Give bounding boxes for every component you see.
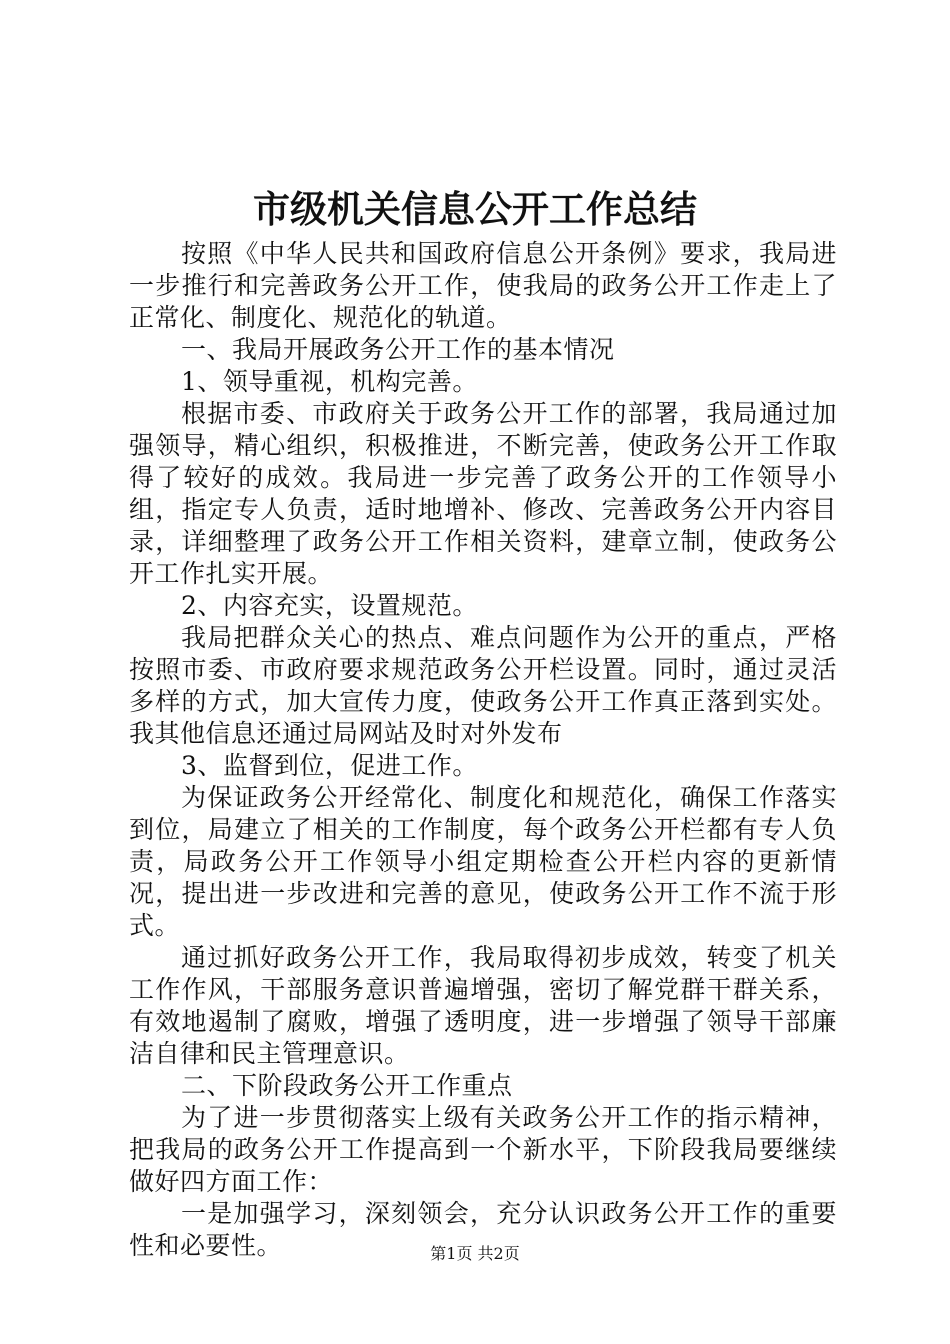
section-heading-2: 二、下阶段政务公开工作重点 [181,1071,513,1100]
section-heading-1: 一、我局开展政务公开工作的基本情况 [181,335,615,364]
subheading-1: 1、领导重视，机构完善。 [181,367,478,396]
paragraph-supervision: 为保证政务公开经常化、制度化和规范化，确保工作落实到位，局建立了相关的工作制度，每个政务公开栏都有专人负责，局政务公开工作领导小组定期检查公开栏内容的更新情况，提出进一步改进和完善的意见，使政务公开工作不流于形式。 [129,783,837,940]
paragraph-next-steps: 为了进一步贯彻落实上级有关政务公开工作的指示精神，把我局的政务公开工作提高到一个新水平，下阶段我局要继续做好四方面工作： [129,1103,837,1196]
subheading-2: 2、内容充实，设置规范。 [181,591,478,620]
document-body [129,238,837,1262]
document-title: 市级机关信息公开工作总结 [253,187,697,231]
paragraph-leadership: 根据市委、市政府关于政务公开工作的部署，我局通过加强领导，精心组织，积极推进，不断完善，使政务公开工作取得了较好的成效。我局进一步完善了政务公开的工作领导小组，指定专人负责，适时地增补、修改、完善政务公开内容目录，详细整理了政务公开工作相关资料，建章立制，使政务公开工作扎实开展。 [129,399,837,588]
paragraph-intro: 按照《中华人民共和国政府信息公开条例》要求，我局进一步推行和完善政务公开工作，使我局的政务公开工作走上了正常化、制度化、规范化的轨道。 [129,239,837,332]
page-footer: 第1页 共2页 [430,1244,520,1263]
paragraph-content: 我局把群众关心的热点、难点问题作为公开的重点，严格按照市委、市政府要求规范政务公开栏设置。同时，通过灵活多样的方式，加大宣传力度，使政务公开工作真正落到实处。我其他信息还通过局网站及时对外发布 [129,623,837,748]
paragraph-results: 通过抓好政务公开工作，我局取得初步成效，转变了机关工作作风，干部服务意识普遍增强，密切了解党群干群关系，有效地遏制了腐败，增强了透明度，进一步增强了领导干部廉洁自律和民主管理意识。 [129,943,837,1068]
paragraph-point-one: 一是加强学习，深刻领会，充分认识政务公开工作的重要性和必要性。 [129,1199,837,1260]
subheading-3: 3、监督到位，促进工作。 [181,751,478,780]
